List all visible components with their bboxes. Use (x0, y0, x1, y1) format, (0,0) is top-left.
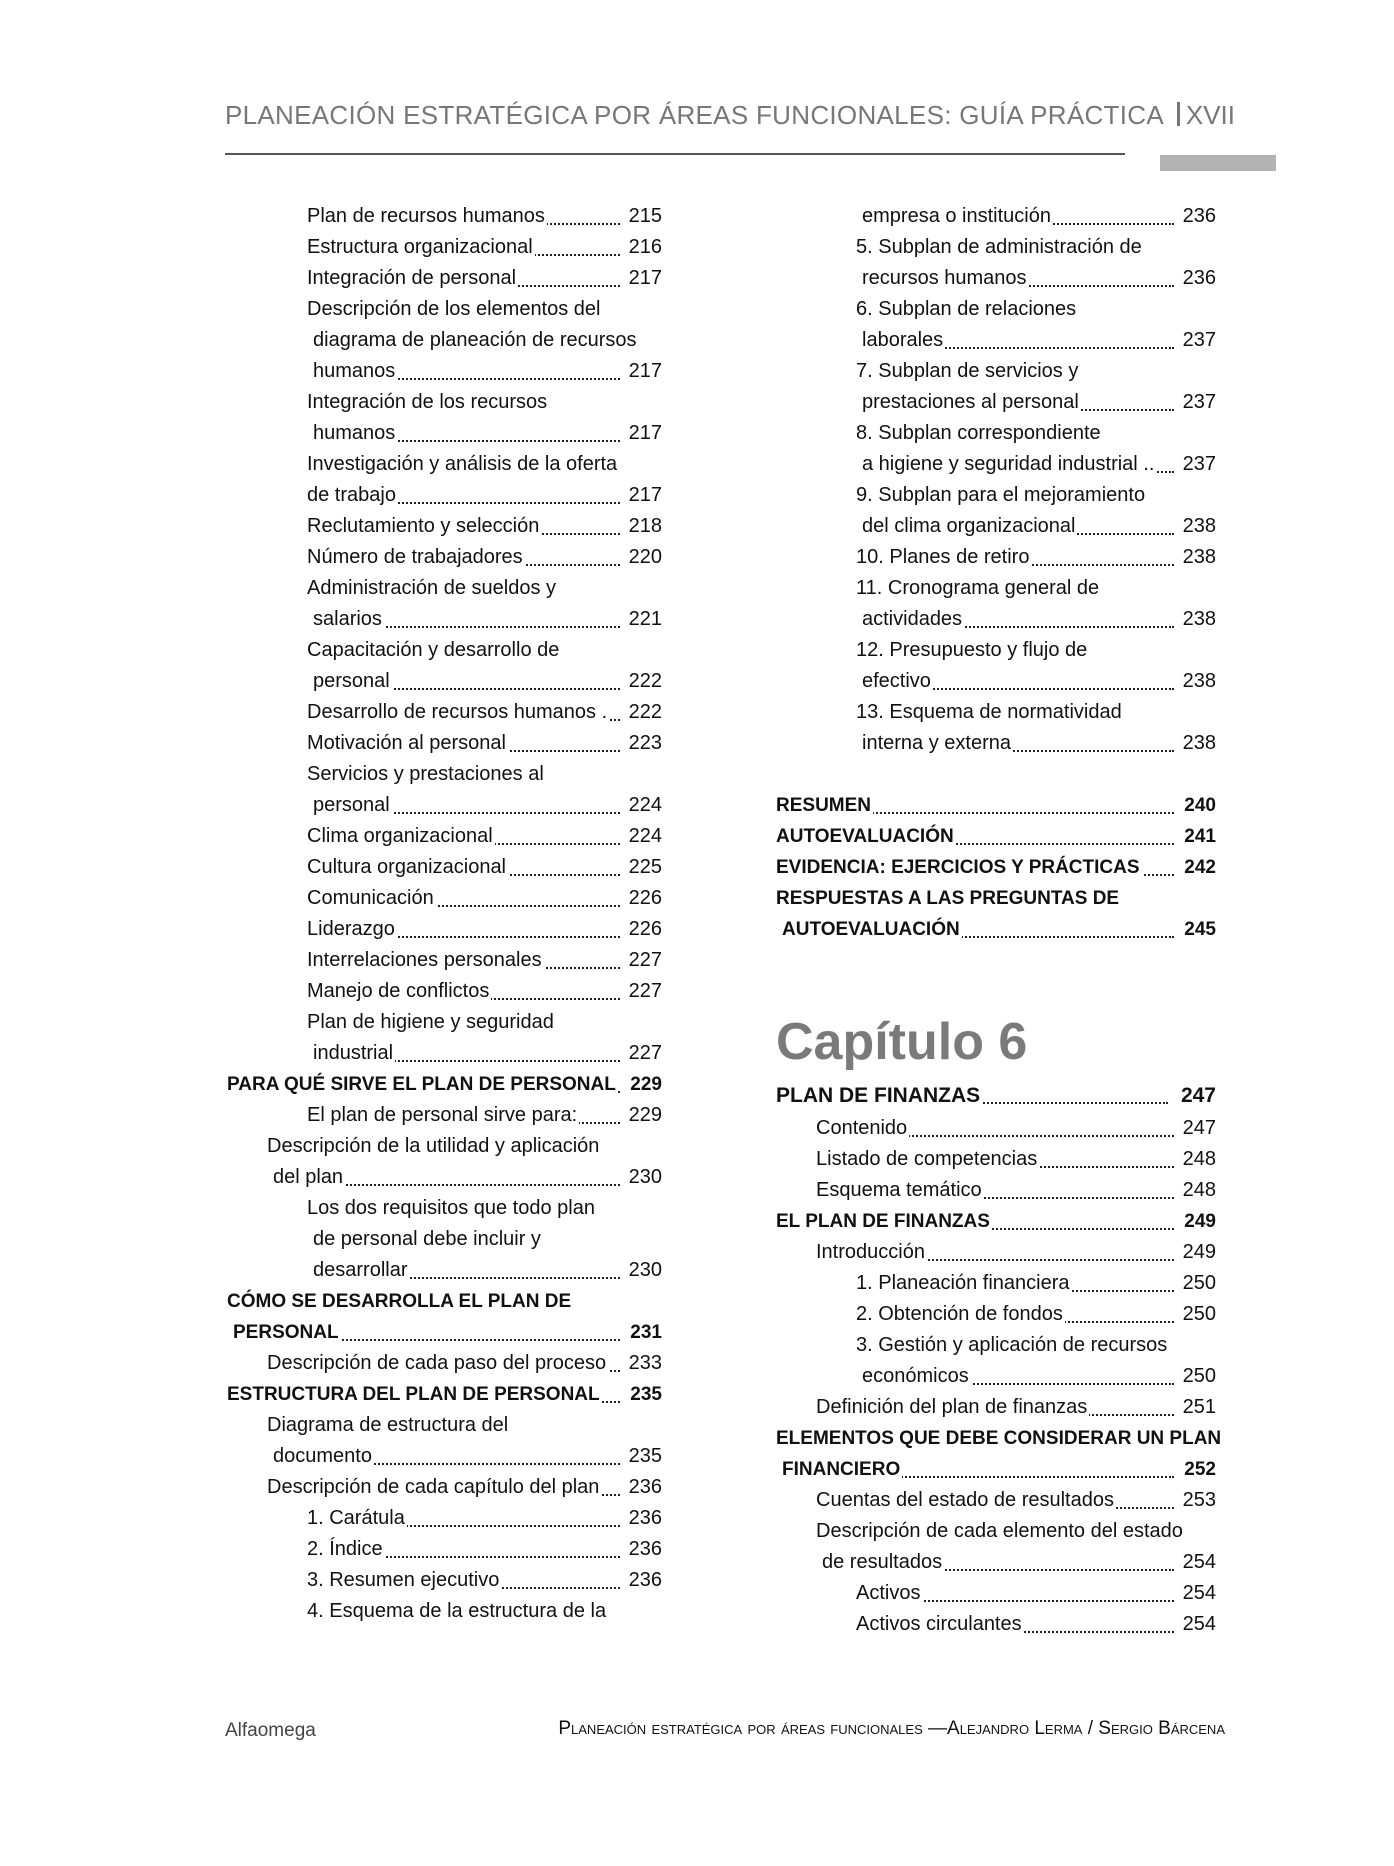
footer-publisher: Alfaomega (225, 1720, 316, 1741)
toc-entry[interactable] (776, 728, 1216, 759)
toc-entry-text: Integración de personal (307, 263, 518, 294)
toc-entry[interactable] (776, 1330, 1216, 1361)
toc-entry[interactable] (227, 1007, 662, 1038)
toc-entry-page: 236 (628, 1565, 662, 1596)
toc-entry-page: 215 (628, 201, 662, 232)
toc-entry-text: 2. Obtención de fondos (856, 1299, 1065, 1330)
page-number-bar (1177, 102, 1180, 126)
toc-entry-text: humanos (313, 418, 397, 449)
toc-entry-text: Descripción de los elementos del (307, 294, 603, 325)
toc-entry[interactable] (227, 325, 662, 356)
toc-entry-text: 13. Esquema de normatividad (856, 697, 1124, 728)
toc-entry-text: Comunicación (307, 883, 436, 914)
toc-entry-page: 237 (1182, 449, 1216, 480)
toc-entry[interactable] (227, 945, 662, 976)
toc-entry[interactable] (776, 480, 1216, 511)
toc-entry-text: EL PLAN DE FINANZAS (776, 1206, 992, 1237)
toc-entry-page: 237 (1182, 325, 1216, 356)
toc-chapter-list (776, 1113, 1222, 1640)
toc-entry[interactable] (776, 604, 1216, 635)
toc-entry[interactable] (227, 511, 662, 542)
toc-entry[interactable] (776, 1547, 1216, 1578)
toc-entry-text: Descripción de cada capítulo del plan (267, 1472, 601, 1503)
toc-entry[interactable] (227, 1472, 662, 1503)
toc-entry-page: 223 (628, 728, 662, 759)
toc-entry[interactable] (776, 1113, 1216, 1144)
toc-entry[interactable] (776, 852, 1216, 883)
toc-entry[interactable] (776, 418, 1216, 449)
toc-entry-page: 230 (628, 1255, 662, 1286)
toc-entry[interactable] (776, 1237, 1216, 1268)
toc-entry-page: 217 (628, 356, 662, 387)
toc-entry[interactable] (776, 1516, 1216, 1547)
toc-entry[interactable] (227, 635, 662, 666)
toc-entry-page: 252 (1183, 1454, 1216, 1485)
toc-entry[interactable] (776, 1144, 1216, 1175)
toc-entry[interactable] (776, 1485, 1216, 1516)
toc-entry-page: 217 (628, 480, 662, 511)
toc-entry-page: 236 (628, 1503, 662, 1534)
toc-entry[interactable] (227, 821, 662, 852)
toc-entry-text: Activos (856, 1578, 922, 1609)
toc-entry-text: 7. Subplan de servicios y (856, 356, 1080, 387)
toc-entry[interactable] (776, 232, 1216, 263)
toc-right-column (776, 201, 1222, 1640)
toc-entry-text: Administración de sueldos y (307, 573, 558, 604)
toc-entry-page: 254 (1182, 1609, 1216, 1640)
toc-entry-text: actividades (862, 604, 964, 635)
toc-entry-text: AUTOEVALUACIÓN (776, 821, 956, 852)
toc-entry-page: 249 (1182, 1237, 1216, 1268)
toc-entry-text: 5. Subplan de administración de (856, 232, 1144, 263)
toc-entry[interactable] (227, 387, 662, 418)
toc-entry-text: Descripción de cada elemento del estado (816, 1516, 1185, 1547)
toc-entry-text: Definición del plan de finanzas (816, 1392, 1089, 1423)
toc-entry[interactable] (776, 1609, 1216, 1640)
toc-entry[interactable] (776, 635, 1216, 666)
toc-entry-text: Liderazgo (307, 914, 397, 945)
toc-entry[interactable] (227, 1193, 662, 1224)
toc-entry-page: 218 (628, 511, 662, 542)
toc-entry-page: 236 (1182, 263, 1216, 294)
toc-entry-text: 10. Planes de retiro (856, 542, 1031, 573)
toc-entry-text: 4. Esquema de la estructura de la (307, 1596, 608, 1627)
toc-entry-page: 217 (628, 263, 662, 294)
toc-entry-text: industrial (313, 1038, 395, 1069)
chapter-heading-text: PLAN DE FINANZAS (776, 1079, 982, 1113)
toc-entry-page: 226 (628, 914, 662, 945)
toc-entry-page: 254 (1182, 1578, 1216, 1609)
toc-entry-page: 242 (1183, 852, 1216, 883)
toc-entry-text: de personal debe incluir y (313, 1224, 543, 1255)
toc-entry-page: 240 (1183, 790, 1216, 821)
toc-entry-page: 231 (629, 1317, 662, 1348)
toc-entry-text: 12. Presupuesto y flujo de (856, 635, 1089, 666)
toc-entry-page: 238 (1182, 666, 1216, 697)
toc-entry[interactable] (227, 1410, 662, 1441)
toc-entry-page: 236 (628, 1472, 662, 1503)
toc-entry-text: 2. Índice (307, 1534, 385, 1565)
toc-entry[interactable] (227, 852, 662, 883)
toc-entry[interactable] (227, 418, 662, 449)
toc-entry-page: 227 (628, 945, 662, 976)
toc-entry-text: El plan de personal sirve para: (307, 1100, 579, 1131)
toc-entry-page: 253 (1182, 1485, 1216, 1516)
header-tab-marker (1160, 155, 1276, 171)
toc-entry[interactable] (227, 1596, 662, 1627)
toc-entry-text: prestaciones al personal (862, 387, 1081, 418)
toc-entry-text: RESPUESTAS A LAS PREGUNTAS DE (776, 883, 1121, 914)
toc-entry-text: interna y externa (862, 728, 1013, 759)
toc-entry-text: a higiene y seguridad industrial .. (862, 449, 1156, 480)
toc-entry[interactable] (227, 790, 662, 821)
toc-entry[interactable] (776, 1423, 1222, 1454)
toc-entry-page: 237 (1182, 387, 1216, 418)
toc-entry-text: 8. Subplan correspondiente (856, 418, 1103, 449)
toc-entry-page: 254 (1182, 1547, 1216, 1578)
toc-entry-page: 238 (1182, 728, 1216, 759)
toc-entry-page: 248 (1182, 1175, 1216, 1206)
toc-entry-page: 238 (1182, 542, 1216, 573)
toc-entry[interactable] (227, 883, 662, 914)
toc-entry[interactable] (227, 294, 662, 325)
toc-entry[interactable] (776, 697, 1216, 728)
toc-entry-page: 220 (628, 542, 662, 573)
toc-entry-text: Listado de competencias (816, 1144, 1039, 1175)
toc-entry-text: Reclutamiento y selección (307, 511, 541, 542)
toc-entry[interactable] (227, 1224, 662, 1255)
toc-entry[interactable] (227, 976, 662, 1007)
toc-entry-page: 226 (628, 883, 662, 914)
toc-entry-text: Clima organizacional (307, 821, 495, 852)
toc-entry-page: 238 (1182, 511, 1216, 542)
toc-entry-text: Desarrollo de recursos humanos . (307, 697, 609, 728)
toc-entry[interactable] (227, 914, 662, 945)
toc-entry-page: 229 (629, 1069, 662, 1100)
toc-entry[interactable] (227, 1038, 662, 1069)
toc-entry[interactable] (776, 883, 1216, 914)
toc-entry-text: Motivación al personal (307, 728, 508, 759)
toc-entry-page: 217 (628, 418, 662, 449)
toc-entry-page: 233 (628, 1348, 662, 1379)
toc-entry-text: Capacitación y desarrollo de (307, 635, 561, 666)
footer-book-title: Planeación estratégica por áreas funcionales —Alejandro Lerma / Sergio Bárcena (558, 1718, 1225, 1739)
toc-entry[interactable] (776, 1206, 1216, 1237)
toc-entry-text: Cuentas del estado de resultados (816, 1485, 1116, 1516)
running-header-title: PLANEACIÓN ESTRATÉGICA POR ÁREAS FUNCIONALES: GUÍA PRÁCTICA (225, 100, 1164, 130)
toc-entry-page: 224 (628, 790, 662, 821)
toc-entry[interactable] (776, 1361, 1216, 1392)
toc-entry-page: 224 (628, 821, 662, 852)
toc-entry-text: 9. Subplan para el mejoramiento (856, 480, 1147, 511)
toc-entry-text: Los dos requisitos que todo plan (307, 1193, 597, 1224)
toc-entry-text: personal (313, 790, 392, 821)
toc-entry[interactable] (776, 821, 1216, 852)
toc-entry[interactable] (227, 1255, 662, 1286)
toc-entry[interactable] (776, 449, 1216, 480)
toc-entry[interactable] (227, 573, 662, 604)
toc-entry[interactable] (227, 201, 662, 232)
toc-entry-text: Diagrama de estructura del (267, 1410, 510, 1441)
toc-entry-page: 222 (628, 666, 662, 697)
toc-entry[interactable] (227, 697, 662, 728)
toc-entry-text: Integración de los recursos (307, 387, 549, 418)
toc-entry-text: diagrama de planeación de recursos (313, 325, 639, 356)
toc-entry[interactable] (776, 542, 1216, 573)
toc-entry[interactable] (227, 604, 662, 635)
toc-entry-page: 216 (628, 232, 662, 263)
toc-entry-text: documento (273, 1441, 374, 1472)
toc-entry-page: 236 (628, 1534, 662, 1565)
page-number (1177, 100, 1235, 131)
toc-entry-text: Interrelaciones personales (307, 945, 544, 976)
toc-entry-text: Esquema temático (816, 1175, 984, 1206)
toc-entry-text: 3. Resumen ejecutivo (307, 1565, 501, 1596)
toc-entry-page: 248 (1182, 1144, 1216, 1175)
toc-entry[interactable] (227, 263, 662, 294)
spacer (776, 945, 1216, 1005)
toc-entry[interactable] (227, 232, 662, 263)
toc-entry[interactable] (776, 1578, 1216, 1609)
toc-entry[interactable] (776, 1268, 1216, 1299)
toc-entry[interactable] (776, 914, 1216, 945)
toc-entry-page: 236 (1182, 201, 1216, 232)
toc-entry[interactable] (227, 666, 662, 697)
toc-entry-page: 227 (628, 976, 662, 1007)
toc-entry-text: PARA QUÉ SIRVE EL PLAN DE PERSONAL (227, 1069, 618, 1100)
toc-entry-text: salarios (313, 604, 384, 635)
toc-entry[interactable] (776, 1175, 1216, 1206)
toc-entry-text: de resultados (822, 1547, 944, 1578)
toc-entry-text: empresa o institución (862, 201, 1053, 232)
toc-entry-text: personal (313, 666, 392, 697)
toc-entry-text: del clima organizacional (862, 511, 1077, 542)
toc-entry-text: Introducción (816, 1237, 927, 1268)
toc-entry-text: AUTOEVALUACIÓN (782, 914, 962, 945)
toc-entry-text: ESTRUCTURA DEL PLAN DE PERSONAL (227, 1379, 602, 1410)
toc-entry-page: 251 (1182, 1392, 1216, 1423)
toc-entry-text: 1. Planeación financiera (856, 1268, 1071, 1299)
toc-entry[interactable] (227, 1100, 662, 1131)
toc-entry-text: Plan de recursos humanos (307, 201, 547, 232)
toc-entry-text: económicos (862, 1361, 971, 1392)
toc-entry[interactable] (227, 1348, 662, 1379)
toc-entry-text: Descripción de cada paso del proceso (267, 1348, 608, 1379)
toc-entry-text: EVIDENCIA: EJERCICIOS Y PRÁCTICAS (776, 852, 1142, 883)
toc-entry[interactable] (776, 511, 1216, 542)
toc-entry-text: Plan de higiene y seguridad (307, 1007, 556, 1038)
chapter-heading-entry[interactable] (776, 1079, 1216, 1113)
toc-entry[interactable] (227, 1534, 662, 1565)
toc-entry-text: FINANCIERO (782, 1454, 902, 1485)
toc-entry[interactable] (227, 1441, 662, 1472)
toc-entry-page: 235 (628, 1441, 662, 1472)
toc-entry-text: CÓMO SE DESARROLLA EL PLAN DE (227, 1286, 573, 1317)
toc-entry-page: 222 (628, 697, 662, 728)
toc-entry-text: Manejo de conflictos (307, 976, 491, 1007)
toc-entry[interactable] (227, 1069, 662, 1100)
toc-entry-page: 245 (1183, 914, 1216, 945)
toc-summary-list (776, 790, 1216, 945)
toc-entry-text: 6. Subplan de relaciones (856, 294, 1078, 325)
toc-entry-page: 250 (1182, 1268, 1216, 1299)
toc-entry-page: 249 (1183, 1206, 1216, 1237)
toc-entry-page: 250 (1182, 1361, 1216, 1392)
toc-entry[interactable] (227, 1565, 662, 1596)
toc-entry-text: ELEMENTOS QUE DEBE CONSIDERAR UN PLAN (776, 1423, 1223, 1454)
toc-entry-text: Contenido (816, 1113, 909, 1144)
toc-entry-page: 221 (628, 604, 662, 635)
toc-entry-page: 230 (628, 1162, 662, 1193)
toc-entry-page: 250 (1182, 1299, 1216, 1330)
chapter-heading-page: 247 (1180, 1079, 1216, 1113)
toc-entry[interactable] (227, 1286, 662, 1317)
toc-entry[interactable] (776, 573, 1216, 604)
toc-entry[interactable] (776, 387, 1216, 418)
toc-left-column (227, 201, 662, 1627)
toc-entry-page: 225 (628, 852, 662, 883)
toc-entry[interactable] (227, 449, 662, 480)
toc-entry-text: Investigación y análisis de la oferta (307, 449, 619, 480)
toc-entry-page: 241 (1183, 821, 1216, 852)
running-header (225, 100, 1235, 140)
toc-entry[interactable] (227, 1317, 662, 1348)
toc-entry-text: Activos circulantes (856, 1609, 1024, 1640)
toc-entry[interactable] (776, 325, 1216, 356)
toc-entry-text: efectivo (862, 666, 933, 697)
toc-entry[interactable] (776, 790, 1216, 821)
toc-entry[interactable] (776, 201, 1216, 232)
toc-entry[interactable] (776, 356, 1216, 387)
toc-entry-text: Número de trabajadores (307, 542, 525, 573)
toc-entry[interactable] (776, 294, 1216, 325)
spacer (776, 759, 1216, 790)
toc-entry-text: 1. Carátula (307, 1503, 407, 1534)
toc-entry-text: 3. Gestión y aplicación de recursos (856, 1330, 1169, 1361)
toc-entry-text: desarrollar (313, 1255, 409, 1286)
toc-entry[interactable] (776, 1299, 1216, 1330)
toc-entry-page: 229 (628, 1100, 662, 1131)
toc-right-top-list (776, 201, 1216, 759)
toc-entry-text: de trabajo (307, 480, 398, 511)
toc-entry[interactable] (227, 480, 662, 511)
toc-entry-page: 247 (1182, 1113, 1216, 1144)
toc-entry[interactable] (227, 1162, 662, 1193)
toc-entry-text: 11. Cronograma general de (856, 573, 1101, 604)
toc-entry-text: laborales (862, 325, 945, 356)
toc-entry[interactable] (776, 666, 1216, 697)
toc-entry[interactable] (227, 1503, 662, 1534)
toc-entry-text: Cultura organizacional (307, 852, 508, 883)
toc-entry[interactable] (227, 356, 662, 387)
toc-entry-text: Descripción de la utilidad y aplicación (267, 1131, 601, 1162)
toc-entry[interactable] (227, 1379, 662, 1410)
toc-entry-text: del plan (273, 1162, 345, 1193)
header-rule (225, 153, 1125, 155)
toc-entry-text: RESUMEN (776, 790, 873, 821)
toc-entry-text: recursos humanos (862, 263, 1029, 294)
toc-entry-page: 227 (628, 1038, 662, 1069)
toc-entry-text: Estructura organizacional (307, 232, 535, 263)
toc-entry-text: humanos (313, 356, 397, 387)
toc-entry[interactable] (227, 1131, 662, 1162)
chapter-title: Capítulo 6 (776, 1013, 1028, 1071)
toc-entry[interactable] (227, 759, 662, 790)
toc-entry-text: Servicios y prestaciones al (307, 759, 546, 790)
page-number-text: XVII (1185, 100, 1235, 130)
toc-entry[interactable] (776, 1454, 1216, 1485)
toc-entry-page: 235 (629, 1379, 662, 1410)
toc-entry[interactable] (776, 1392, 1216, 1423)
toc-entry-text: PERSONAL (233, 1317, 341, 1348)
toc-entry[interactable] (227, 542, 662, 573)
toc-entry[interactable] (776, 263, 1216, 294)
toc-entry[interactable] (227, 728, 662, 759)
toc-entry-page: 238 (1182, 604, 1216, 635)
